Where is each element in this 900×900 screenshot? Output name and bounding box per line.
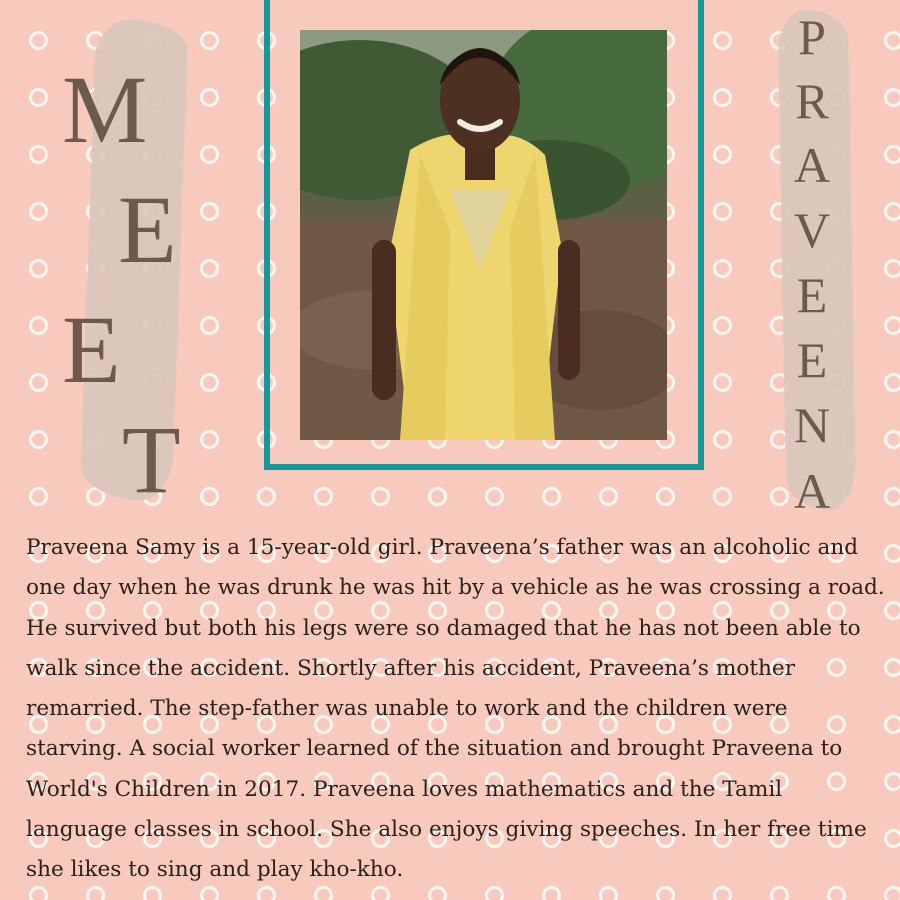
title-letter-m: M [62, 56, 148, 163]
name-letter-a2: A [793, 463, 831, 519]
title-letter-e1: E [118, 176, 177, 283]
story-paragraph: Praveena Samy is a 15-year-old girl. Praveena’s father was an alcoholic and one day when he was drunk he was hit by a vehicle as he was crossing a road. He survived but both his legs were so damaged that he has not been able to walk since the accident. Shortly after his accident, Praveena’s mother remarried. The step-father was unable to work and the children were starving. A social worker learned of the situation and brought Praveena to World's Children in 2017. Praveena loves mathematics and the Tamil language classes in school. She also enjoys giving speeches. In her free time she likes to sing and play kho-kho. [26, 535, 885, 883]
name-letter-p: P [798, 9, 826, 65]
name-letter-r: R [795, 73, 829, 129]
title-letter-t: T [122, 406, 181, 513]
portrait-illustration [300, 30, 667, 440]
name-letter-e2: E [796, 332, 828, 388]
portrait-photo [300, 30, 667, 440]
name-letter-v: V [793, 202, 831, 258]
name-letter-n: N [793, 397, 831, 453]
name-letter-a1: A [793, 137, 831, 193]
name-letter-e1: E [796, 267, 828, 323]
title-letter-e2: E [62, 296, 121, 403]
